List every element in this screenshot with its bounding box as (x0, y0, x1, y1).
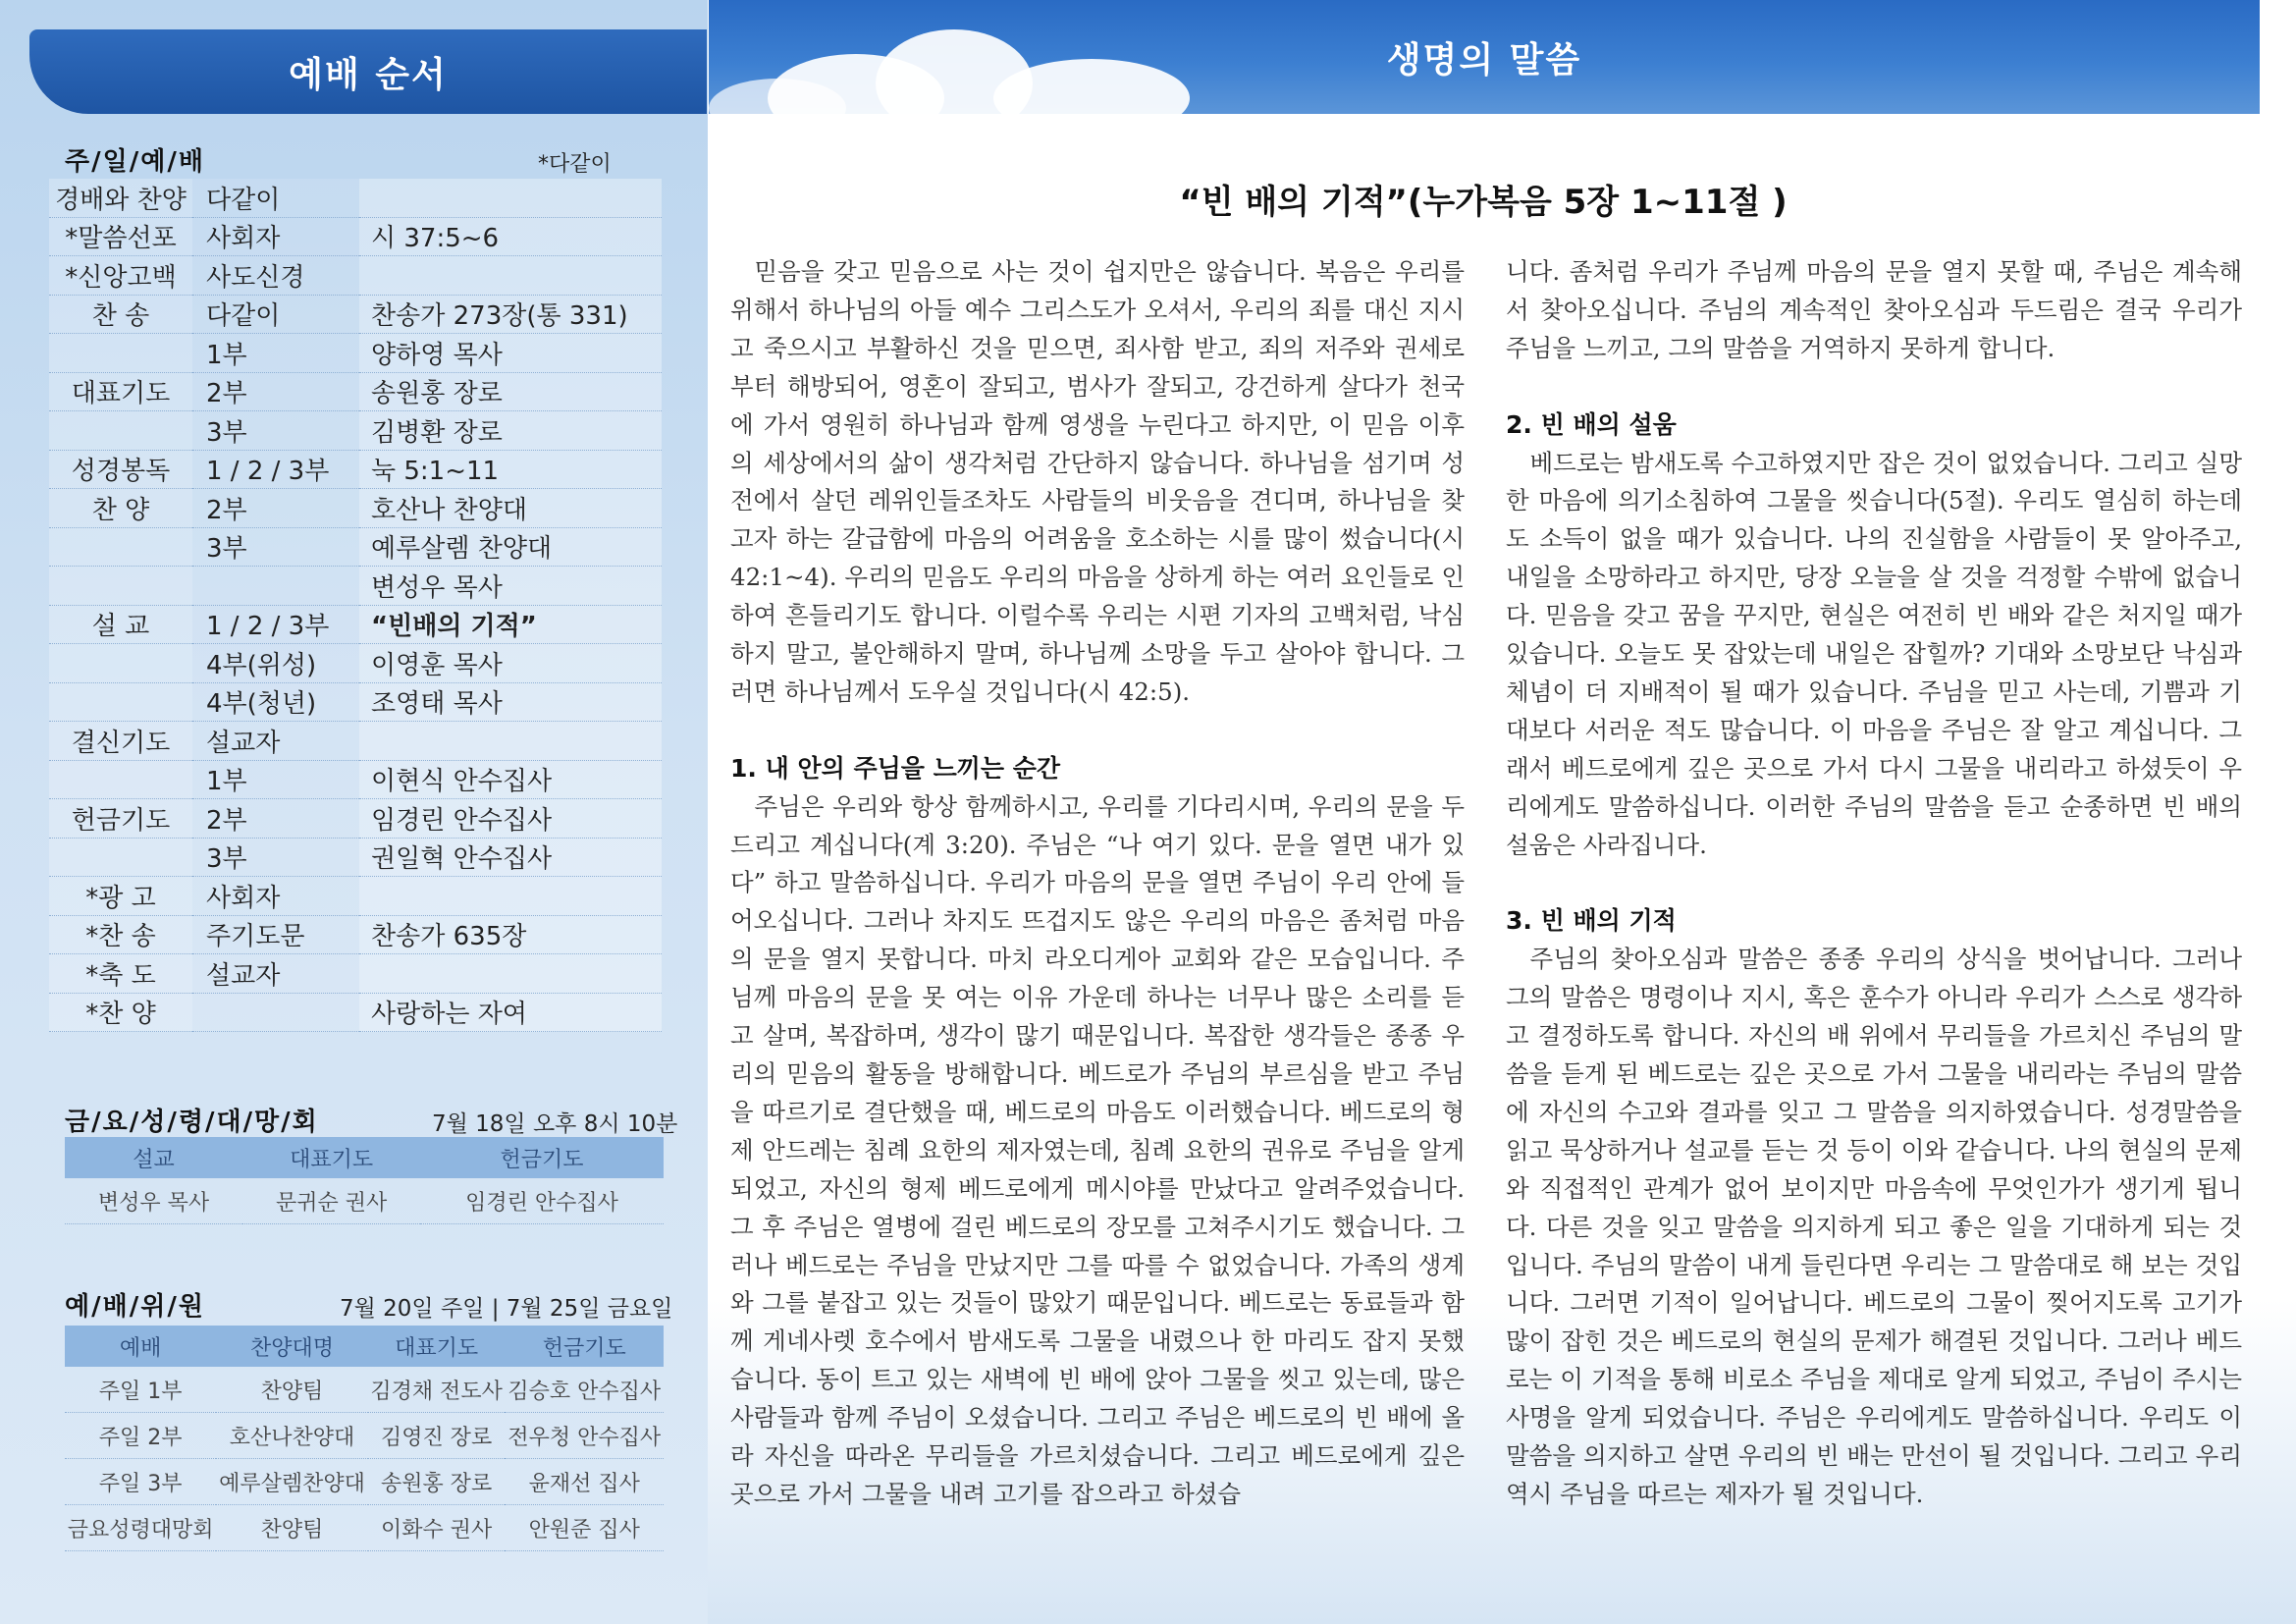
friday-service-title: 금/요/성/령/대/망/회 (65, 1108, 319, 1137)
sermon-title: “빈 배의 기적”(누가복음 5장 1~11절 ) (1179, 183, 1788, 222)
section-paragraph: 니다. 좀처럼 우리가 주님께 마음의 문을 열지 못할 때, 주님은 계속해서 찾아오십니다. 주님의 계속적인 찾아오심과 두드림은 결국 우리가 주님을 느끼고, 그의 말씀을 거역하지 못하게 합니다. (1506, 257, 2242, 362)
table-cell: 찬송가 273장(통 331) (359, 295, 662, 334)
table-cell: 다같이 (192, 295, 359, 334)
table-cell: 찬양팀 (216, 1505, 367, 1551)
table-row (49, 915, 662, 954)
table-cell: 송원홍 장로 (368, 1459, 506, 1505)
table-cell: 호산나 찬양대 (359, 489, 662, 528)
table-cell: 찬양팀 (216, 1367, 367, 1413)
table-row (49, 722, 662, 761)
word-of-life-title: 생명의 말씀 (1386, 39, 1582, 81)
table-cell (49, 411, 192, 451)
table-cell: 설교자 (192, 954, 359, 994)
table-row (65, 1178, 664, 1224)
table-header: 헌금기도 (505, 1326, 664, 1367)
table-cell: 1부 (192, 760, 359, 799)
table-cell: 변성우 목사 (359, 567, 662, 606)
table-cell (49, 760, 192, 799)
table-row (49, 760, 662, 799)
table-cell (49, 682, 192, 722)
friday-service-table (65, 1137, 664, 1224)
table-cell: 눅 5:1~11 (359, 450, 662, 489)
friday-service-date: 7월 18일 오후 8시 10분 (432, 1111, 678, 1137)
table-row (65, 1459, 664, 1505)
table-cell: 사회자 (192, 877, 359, 916)
table-row (49, 799, 662, 839)
table-cell: 헌금기도 (49, 799, 192, 839)
table-row (65, 1505, 664, 1551)
table-cell: 주일 3부 (65, 1459, 216, 1505)
table-row (49, 838, 662, 877)
table-row (49, 411, 662, 451)
table-cell (359, 954, 662, 994)
table-row (49, 605, 662, 644)
table-cell (49, 527, 192, 567)
section-heading: 3. 빈 배의 기적 (1506, 906, 1677, 936)
table-cell: 성경봉독 (49, 450, 192, 489)
table-cell: 예루살렘찬양대 (216, 1459, 367, 1505)
table-row (49, 993, 662, 1032)
worship-committee-table (65, 1326, 664, 1551)
table-cell: 결신기도 (49, 722, 192, 761)
table-cell: 사회자 (192, 217, 359, 256)
table-cell: 윤재선 집사 (505, 1459, 664, 1505)
table-cell: 2부 (192, 799, 359, 839)
table-cell: 3부 (192, 527, 359, 567)
table-cell: 김승호 안수집사 (505, 1367, 664, 1413)
table-row (49, 450, 662, 489)
table-cell: 설 교 (49, 605, 192, 644)
table-cell: 송원홍 장로 (359, 372, 662, 411)
table-cell: *찬 양 (49, 993, 192, 1032)
sunday-worship-title: 주/일/예/배 (65, 147, 205, 177)
section-paragraph: 베드로는 밤새도록 수고하였지만 잡은 것이 없었습니다. 그리고 실망한 마음에 의기소침하여 그물을 씻습니다(5절). 우리도 열심히 하는데도 소득이 없을 때가 있습니다. 나의 진실함을 사람들이 못 알아주고, 내일을 소망하라고 하지만, 당장 오늘을 살 것을 걱정할 수밖에 없습니다. 믿음을 갖고 꿈을 꾸지만, 현실은 여전히 빈 배와 같은 처지일 때가 있습니다. 오늘도 못 잡았는데 내일은 잡힐까? 기대와 소망보단 낙심과 체념이 더 지배적이 될 때가 있습니다. 주님을 믿고 사는데, 기쁨과 기대보다 서러운 적도 많습니다. 이 마음을 주님은 잘 알고 계십니다. 그래서 베드로에게 깊은 곳으로 가서 다시 그물을 내리라고 하셨듯이 우리에게도 말씀하십니다. 이러한 주님의 말씀을 듣고 순종하면 빈 배의 설움은 사라집니다. (1506, 448, 2242, 859)
table-cell: *신앙고백 (49, 256, 192, 296)
table-cell (49, 644, 192, 683)
table-cell: 호산나찬양대 (216, 1413, 367, 1459)
table-header: 찬양대명 (216, 1326, 367, 1367)
table-cell: 2부 (192, 489, 359, 528)
table-row (65, 1413, 664, 1459)
section-heading: 1. 내 안의 주님을 느끼는 순간 (730, 753, 1061, 783)
table-cell: “빈배의 기적” (359, 605, 662, 644)
table-row (49, 644, 662, 683)
table-row (49, 567, 662, 606)
table-cell: 3부 (192, 411, 359, 451)
table-cell (359, 256, 662, 296)
table-cell (49, 567, 192, 606)
worship-committee-date: 7월 20일 주일 | 7월 25일 금요일 (340, 1296, 673, 1322)
table-cell: 금요성령대망회 (65, 1505, 216, 1551)
table-cell: *광 고 (49, 877, 192, 916)
table-header: 대표기도 (242, 1137, 420, 1178)
table-cell: 주기도문 (192, 915, 359, 954)
all-together-note: *다같이 (538, 152, 612, 177)
word-of-life-header (709, 0, 2260, 114)
table-cell (359, 877, 662, 916)
table-cell: 경배와 찬양 (49, 179, 192, 217)
table-row (49, 334, 662, 373)
table-header: 예배 (65, 1326, 216, 1367)
table-cell: 사랑하는 자여 (359, 993, 662, 1032)
table-cell: 김병환 장로 (359, 411, 662, 451)
table-cell: 찬송가 635장 (359, 915, 662, 954)
table-cell: 시 37:5~6 (359, 217, 662, 256)
table-cell (49, 334, 192, 373)
table-cell: *말씀선포 (49, 217, 192, 256)
table-header: 헌금기도 (420, 1137, 664, 1178)
table-cell: 찬 송 (49, 295, 192, 334)
table-cell: 주일 1부 (65, 1367, 216, 1413)
table-row (49, 295, 662, 334)
table-cell: 조영태 목사 (359, 682, 662, 722)
table-row (49, 877, 662, 916)
table-cell: 권일혁 안수집사 (359, 838, 662, 877)
table-cell (359, 722, 662, 761)
table-row (65, 1367, 664, 1413)
table-cell: 4부(청년) (192, 682, 359, 722)
table-cell: 변성우 목사 (65, 1178, 242, 1224)
table-cell: 안원준 집사 (505, 1505, 664, 1551)
table-cell: 대표기도 (49, 372, 192, 411)
table-cell: 전우청 안수집사 (505, 1413, 664, 1459)
table-header: 설교 (65, 1137, 242, 1178)
table-cell: *찬 송 (49, 915, 192, 954)
section-paragraph: 주님의 찾아오심과 말씀은 종종 우리의 상식을 벗어납니다. 그러나 그의 말씀은 명령이나 지시, 혹은 훈수가 아니라 우리가 스스로 생각하고 결정하도록 합니다. 자신의 배 위에서 무리들을 가르치신 주님의 말씀을 듣게 된 베드로는 깊은 곳으로 가서 그물을 내리라는 주님의 말씀에 자신의 수고와 결과를 잊고 그 말씀을 의지하였습니다. 성경말씀을 읽고 묵상하거나 설교를 듣는 것 등이 이와 같습니다. 나의 현실의 문제와 직접적인 관계가 없어 보이지만 마음속에 무엇인가가 생기게 됩니다. 다른 것을 잊고 말씀을 의지하게 되고 좋은 일을 기대하게 되는 것입니다. 주님의 말씀이 내게 들린다면 우리는 그 말씀대로 해 보는 것입니다. 그러면 기적이 일어납니다. 베드로의 그물이 찢어지도록 고기가 많이 잡힌 것은 베드로의 현실의 문제가 해결된 것입니다. 그러나 베드로는 이 기적을 통해 비로소 주님을 제대로 알게 되었고, 주님이 주시는 사명을 알게 되었습니다. 주님은 우리에게도 말씀하십니다. 우리도 이 말씀을 의지하고 살면 우리의 빈 배는 만선이 될 것입니다. 그리고 우리 역시 주님을 따르는 제자가 될 것입니다. (1506, 945, 2242, 1508)
table-row (49, 682, 662, 722)
table-cell: 임경린 안수집사 (359, 799, 662, 839)
worship-order-table (49, 179, 662, 1032)
table-cell: 양하영 목사 (359, 334, 662, 373)
table-row (49, 489, 662, 528)
table-cell: *축 도 (49, 954, 192, 994)
table-cell: 찬 양 (49, 489, 192, 528)
sermon-column-left (730, 253, 1465, 1514)
table-row (49, 954, 662, 994)
table-cell: 이영훈 목사 (359, 644, 662, 683)
table-cell (359, 179, 662, 217)
table-cell: 1부 (192, 334, 359, 373)
table-cell: 이화수 권사 (368, 1505, 506, 1551)
table-cell: 문귀순 권사 (242, 1178, 420, 1224)
table-cell (192, 567, 359, 606)
table-cell (192, 993, 359, 1032)
table-cell: 다같이 (192, 179, 359, 217)
table-cell: 3부 (192, 838, 359, 877)
table-row (49, 179, 662, 217)
table-cell: 2부 (192, 372, 359, 411)
sermon-intro: 믿음을 갖고 믿음으로 사는 것이 쉽지만은 않습니다. 복음은 우리를 위해서 하나님의 아들 예수 그리스도가 오셔서, 우리의 죄를 대신 지시고 죽으시고 부활하신 것을 믿으면, 죄사함 받고, 죄의 저주와 권세로부터 해방되어, 영혼이 잘되고, 범사가 잘되고, 강건하게 살다가 천국에 가서 영원히 하나님과 함께 영생을 누린다고 하지만, 이 믿음 이후의 세상에서의 삶이 생각처럼 간단하지 않습니다. 하나님을 섬기며 성전에서 살던 레위인들조차도 사람들의 비웃음을 견디며, 하나님을 찾고자 하는 갈급함에 마음의 어려움을 호소하는 시를 많이 썼습니다(시 42:1~4). 우리의 믿음도 우리의 마음을 상하게 하는 여러 요인들로 인하여 흔들리기도 합니다. 이럴수록 우리는 시편 기자의 고백처럼, 낙심하지 말고, 불안해하지 말며, 하나님께 소망을 두고 살아야 합니다. 그러면 하나님께서 도우실 것입니다(시 42:5). (730, 257, 1465, 706)
table-cell: 4부(위성) (192, 644, 359, 683)
table-cell: 1 / 2 / 3부 (192, 605, 359, 644)
section-paragraph: 주님은 우리와 항상 함께하시고, 우리를 기다리시며, 우리의 문을 두드리고 계십니다(계 3:20). 주님은 “나 여기 있다. 문을 열면 내가 있다” 하고 말씀하십니다. 우리가 마음의 문을 열면 주님이 우리 안에 들어오십니다. 그러나 차지도 뜨겁지도 않은 우리의 마음은 좀처럼 마음의 문을 열지 못합니다. 마치 라오디게아 교회와 같은 모습입니다. 주님께 마음의 문을 못 여는 이유 가운데 하나는 너무나 많은 소리를 듣고 살며, 복잡하며, 생각이 많기 때문입니다. 복잡한 생각들은 종종 우리의 믿음의 활동을 방해합니다. 베드로가 주님의 부르심을 받고 주님을 따르기로 결단했을 때, 베드로의 마음도 이러했습니다. 베드로의 형제 안드레는 침례 요한의 제자였는데, 침례 요한의 권유로 주님을 알게 되었고, 자신의 형제 베드로에게 메시야를 만났다고 알려주었습니다. 그 후 주님은 열병에 걸린 베드로의 장모를 고쳐주시기도 했습니다. 그러나 베드로는 주님을 만났지만 그를 따를 수 없었습니다. 가족의 생계와 그를 붙잡고 있는 것들이 많았기 때문입니다. 베드로는 동료들과 함께 게네사렛 호수에서 밤새도록 그물을 내렸으나 한 마리도 잡지 못했습니다. 동이 트고 있는 새벽에 빈 배에 앉아 그물을 씻고 있는데, 많은 사람들과 함께 주님이 오셨습니다. 그리고 주님은 베드로의 빈 배에 올라 자신을 따라온 무리들을 가르치셨습니다. 그리고 베드로에게 깊은 곳으로 가서 그물을 내려 고기를 잡으라고 하셨습 (730, 791, 1465, 1508)
table-cell: 주일 2부 (65, 1413, 216, 1459)
table-row (49, 256, 662, 296)
table-header: 대표기도 (368, 1326, 506, 1367)
table-cell (49, 838, 192, 877)
table-row (49, 372, 662, 411)
table-cell: 이현식 안수집사 (359, 760, 662, 799)
table-cell: 사도신경 (192, 256, 359, 296)
table-cell: 예루살렘 찬양대 (359, 527, 662, 567)
table-row (49, 217, 662, 256)
table-cell: 1 / 2 / 3부 (192, 450, 359, 489)
table-cell: 임경린 안수집사 (420, 1178, 664, 1224)
worship-order-header (29, 29, 707, 114)
table-row (49, 527, 662, 567)
worship-committee-title: 예/배/위/원 (65, 1292, 205, 1322)
table-cell: 설교자 (192, 722, 359, 761)
sermon-column-right (1506, 253, 2242, 1514)
worship-order-title: 예배 순서 (289, 54, 448, 95)
table-cell: 김경채 전도사 (368, 1367, 506, 1413)
table-cell: 김영진 장로 (368, 1413, 506, 1459)
section-heading: 2. 빈 배의 설움 (1506, 409, 1677, 439)
